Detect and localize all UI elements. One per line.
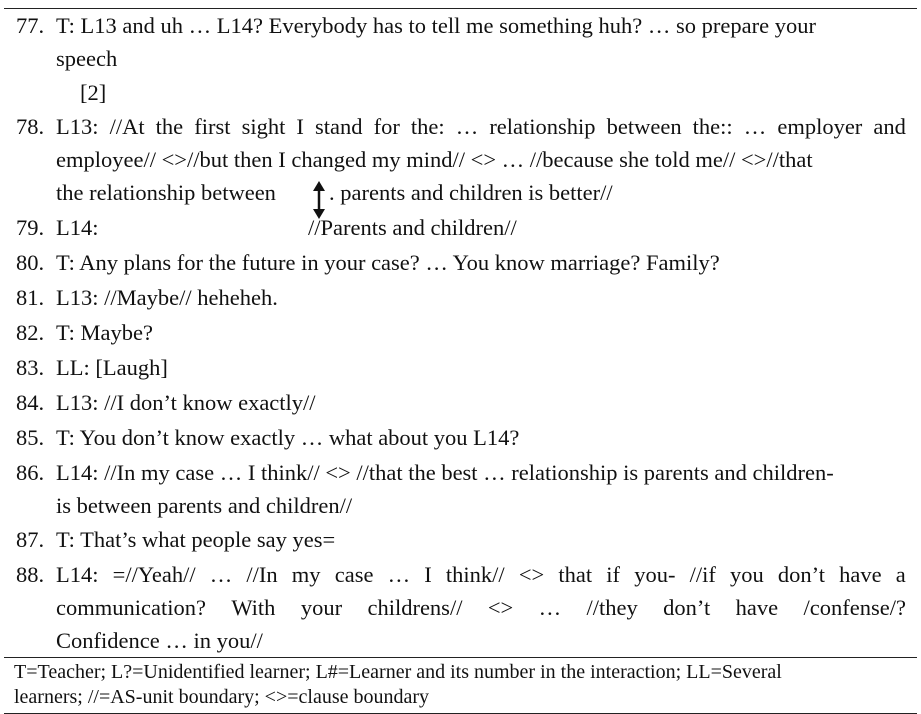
word: don’t <box>777 562 825 587</box>
word: don’t <box>663 595 711 620</box>
word: first <box>194 114 231 139</box>
turn-88-line-1 <box>56 560 906 590</box>
word: =//Yeah// <box>112 562 196 587</box>
word: case <box>334 562 374 587</box>
word: the <box>155 114 184 139</box>
turn-78-line-2: employee// <>//but then I changed my mind// <> … //because she told me// <>//that <box>56 147 813 172</box>
word: <> <box>487 595 514 620</box>
turn-number: 79. <box>16 215 45 240</box>
turn-number: 80. <box>16 250 45 275</box>
word: … <box>455 114 479 139</box>
word: the: <box>410 114 445 139</box>
word: for <box>373 114 400 139</box>
word: I <box>424 562 432 587</box>
turn-text: T: You don’t know exactly … what about you L14? <box>56 425 520 450</box>
word: you <box>730 562 764 587</box>
word: /confense/? <box>803 595 906 620</box>
turn-text: T: That’s what people say yes= <box>56 527 336 552</box>
word: childrens// <box>367 595 463 620</box>
word: sight <box>241 114 286 139</box>
turn-text: T: Maybe? <box>56 320 153 345</box>
word: a <box>895 562 906 587</box>
turn-number: 77. <box>16 13 45 38</box>
turn-text: L13: //I don’t know exactly// <box>56 390 316 415</box>
word: that <box>558 562 593 587</box>
turn-86-continuation: is between parents and children// <box>56 493 353 518</box>
turn-number: 88. <box>16 562 45 587</box>
turn-88-line-3: Confidence … in you// <box>56 628 263 653</box>
word: //At <box>109 114 145 139</box>
word: stand <box>315 114 363 139</box>
turn-88-line-2 <box>56 593 906 623</box>
table-top-rule <box>4 8 917 9</box>
word: <> <box>518 562 545 587</box>
word: communication? <box>56 595 206 620</box>
turn-number: 82. <box>16 320 45 345</box>
turn-number: 81. <box>16 285 45 310</box>
word: … <box>387 562 411 587</box>
turn-text: L13: //Maybe// heheheh. <box>56 285 278 310</box>
word: have <box>839 562 882 587</box>
word: if <box>606 562 621 587</box>
turn-number: 86. <box>16 460 45 485</box>
turn-text: //Parents and children// <box>308 215 517 240</box>
word: my <box>291 562 321 587</box>
word: you- <box>634 562 676 587</box>
turn-speaker: L14: <box>56 215 99 240</box>
turn-78-line-3b: . parents and children is better// <box>329 180 613 205</box>
footnote-line-1: T=Teacher; L?=Unidentified learner; L#=Learner and its number in the interaction; LL=Several <box>14 661 782 683</box>
turn-77-continuation: speech <box>56 46 118 71</box>
word: relationship <box>489 114 596 139</box>
footnote-line-2: learners; //=AS-unit boundary; <>=clause boundary <box>14 686 430 708</box>
word: employer <box>777 114 863 139</box>
word: … <box>538 595 562 620</box>
turn-78-line-3a: the relationship between <box>56 180 276 205</box>
word: think// <box>445 562 505 587</box>
turn-number: 78. <box>16 114 45 139</box>
word: your <box>300 595 343 620</box>
word: … <box>743 114 767 139</box>
turn-number: 83. <box>16 355 45 380</box>
turn-number: 84. <box>16 390 45 415</box>
word: between <box>606 114 682 139</box>
turn-number: 85. <box>16 425 45 450</box>
word: have <box>735 595 779 620</box>
turn-number: 87. <box>16 527 45 552</box>
word: //In <box>246 562 278 587</box>
word: and <box>873 114 906 139</box>
word: L13: <box>56 114 99 139</box>
word: With <box>231 595 276 620</box>
turn-78-line-1 <box>56 112 906 142</box>
word: //they <box>586 595 638 620</box>
turn-text: LL: [Laugh] <box>56 355 168 380</box>
word: //if <box>689 562 716 587</box>
word: the:: <box>692 114 733 139</box>
turn-77-extra-marker: [2] <box>80 80 107 105</box>
word: I <box>296 114 304 139</box>
word: … <box>209 562 233 587</box>
turn-text: T: L13 and uh … L14? Everybody has to tell me something huh? … so prepare your <box>56 13 816 38</box>
word: L14: <box>56 562 99 587</box>
turn-text: L14: //In my case … I think// <> //that the best … relationship is parents and children- <box>56 460 834 485</box>
footnote-divider <box>4 657 917 658</box>
turn-text: T: Any plans for the future in your case? … You know marriage? Family? <box>56 250 720 275</box>
